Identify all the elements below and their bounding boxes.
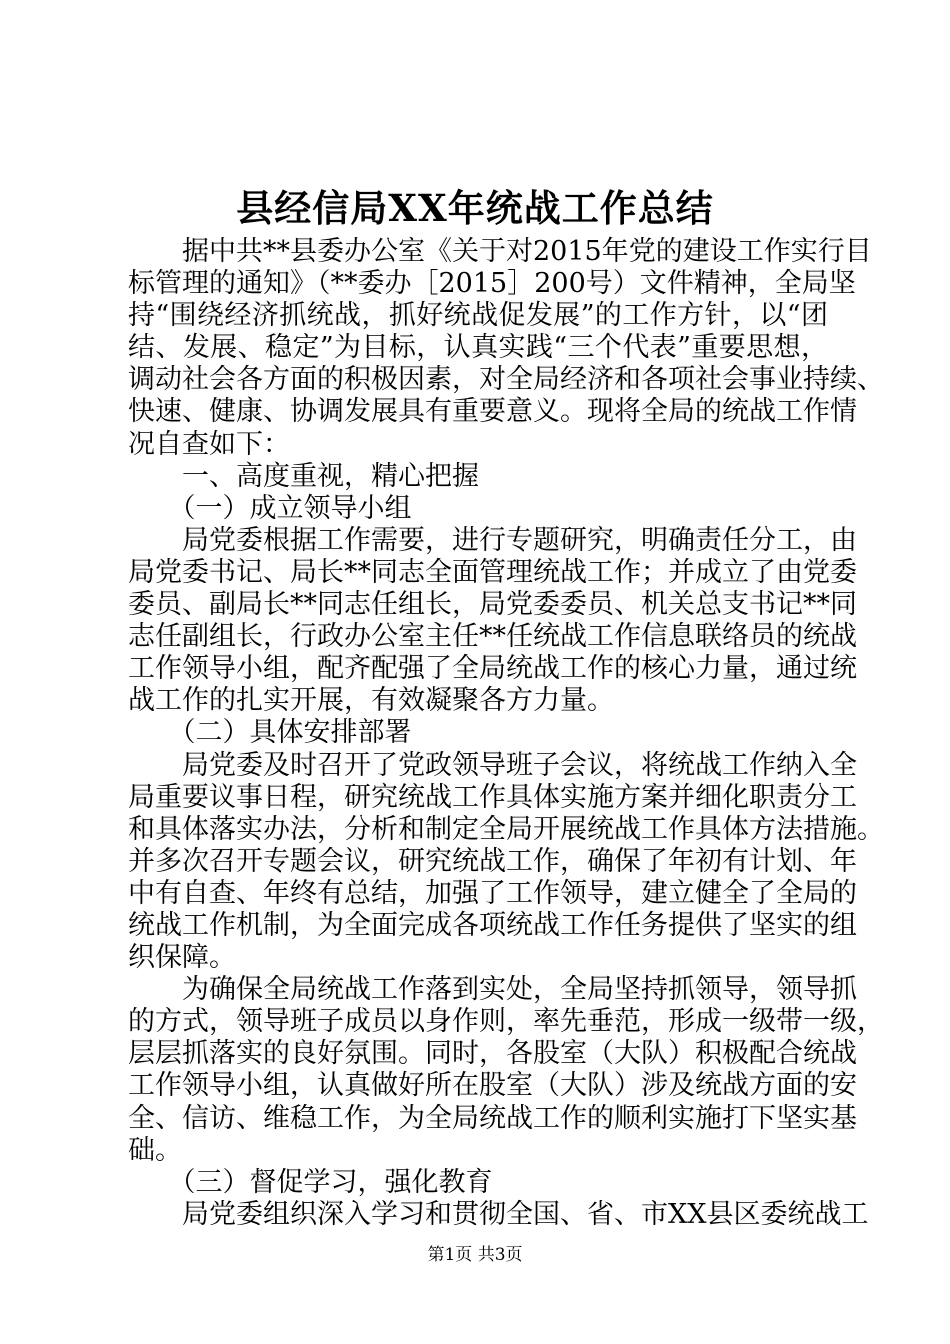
text-line: 况自查如下：: [128, 428, 290, 460]
text-line: （三）督促学习，强化教育: [128, 1166, 493, 1198]
text-line: 据中共**县委办公室《关于对2015年党的建设工作实行目: [128, 236, 872, 267]
text-line: 的方式，领导班子成员以身作则，率先垂范，形成一级带一级，: [128, 1006, 884, 1038]
text-line: 局党委书记、局长**同志全面管理统战工作；并成立了由党委: [128, 556, 857, 588]
document-title: 县经信局XX年统战工作总结: [236, 186, 714, 230]
text-line: 快速、健康、协调发展具有重要意义。现将全局的统战工作情: [128, 396, 857, 428]
text-line: 委员、副局长**同志任组长，局党委委员、机关总支书记**同: [128, 589, 857, 621]
text-line: 一、高度重视，精心把握: [128, 460, 479, 492]
text-line: 局党委组织深入学习和贯彻全国、省、市XX县区委统战工: [128, 1198, 869, 1230]
document-body: [128, 236, 884, 1231]
text-line: 志任副组长，行政办公室主任**任统战工作信息联络员的统战: [128, 621, 857, 653]
text-line: 结、发展、稳定”为目标，认真实践“三个代表”重要思想，: [128, 332, 828, 364]
text-line: 统战工作机制，为全面完成各项统战工作任务提供了坚实的组: [128, 909, 857, 941]
text-line: 并多次召开专题会议，研究统战工作，确保了年初有计划、年: [128, 845, 857, 877]
text-line: 调动社会各方面的积极因素，对全局经济和各项社会事业持续、: [128, 364, 884, 396]
text-line: 局党委根据工作需要，进行专题研究，明确责任分工，由: [128, 524, 857, 556]
text-line: 层层抓落实的良好氛围。同时，各股室（大队）积极配合统战: [128, 1038, 857, 1070]
text-line: （二）具体安排部署: [128, 717, 412, 749]
text-line: 局重要议事日程，研究统战工作具体实施方案并细化职责分工: [128, 781, 857, 813]
text-line: 础。: [128, 1134, 182, 1166]
text-line: 持“围绕经济抓统战，抓好统战促发展”的工作方针，以“团: [128, 300, 828, 332]
text-line: 织保障。: [128, 942, 236, 974]
text-line: 战工作的扎实开展，有效凝聚各方力量。: [128, 685, 614, 717]
text-line: 工作领导小组，认真做好所在股室（大队）涉及统战方面的安: [128, 1070, 857, 1102]
text-line: 和具体落实办法，分析和制定全局开展统战工作具体方法措施。: [128, 813, 884, 845]
text-line: 为确保全局统战工作落到实处，全局坚持抓领导，领导抓: [128, 974, 857, 1006]
text-line: （一）成立领导小组: [128, 492, 412, 524]
text-line: 局党委及时召开了党政领导班子会议，将统战工作纳入全: [128, 749, 857, 781]
text-line: 标管理的通知》（**委办［2015］200号）文件精神，全局坚: [128, 268, 856, 300]
text-line: 中有自查、年终有总结，加强了工作领导，建立健全了全局的: [128, 877, 857, 909]
page-footer: 第1页 共3页: [427, 1245, 523, 1265]
text-line: 全、信访、维稳工作，为全局统战工作的顺利实施打下坚实基: [128, 1102, 857, 1134]
text-line: 工作领导小组，配齐配强了全局统战工作的核心力量，通过统: [128, 653, 857, 685]
